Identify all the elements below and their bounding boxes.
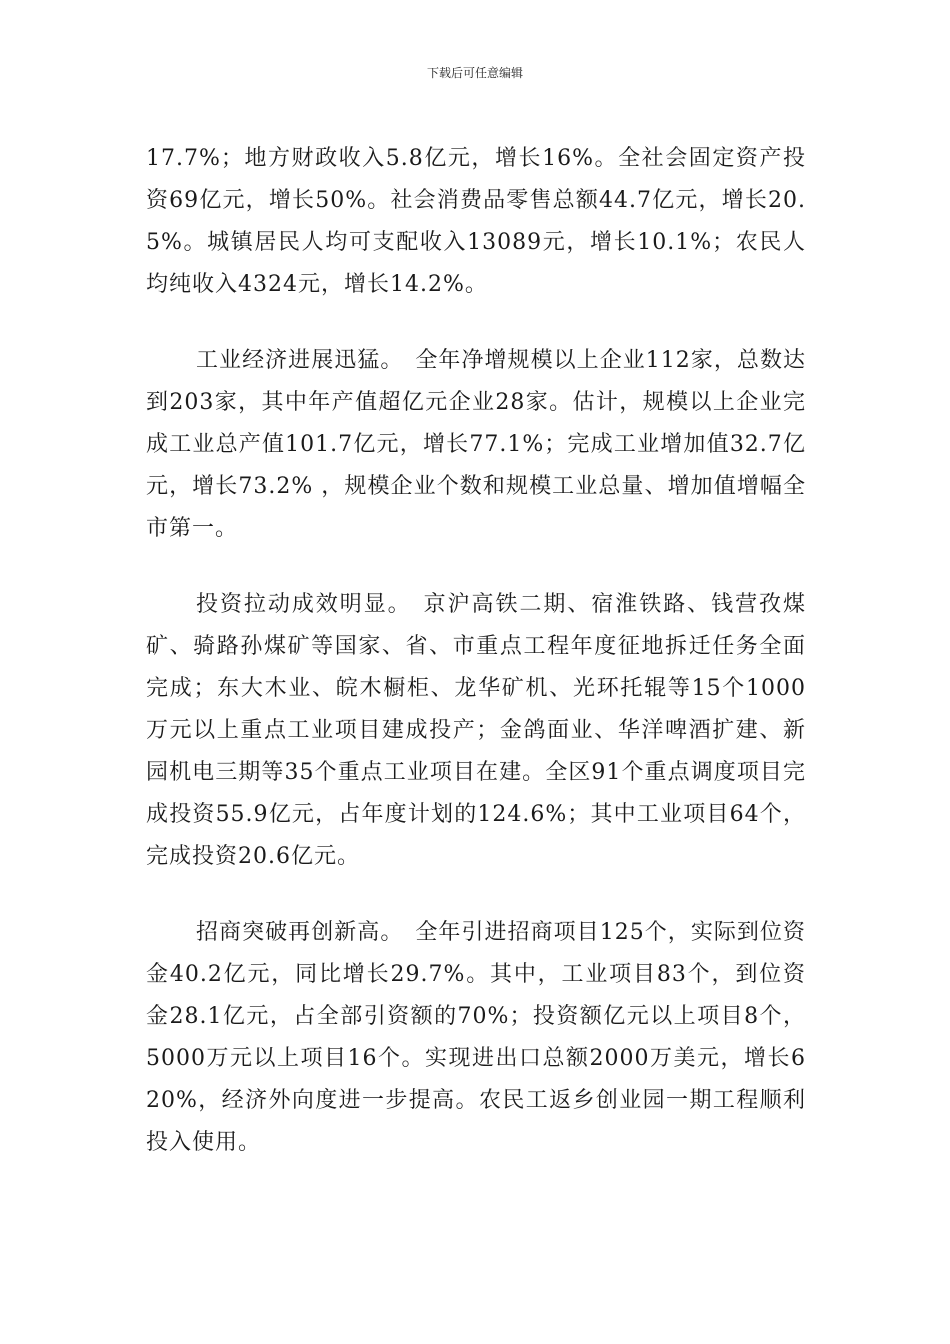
document-body xyxy=(146,138,806,1164)
page-header: 下载后可任意编辑 xyxy=(426,66,523,80)
paragraph-industrial-economy xyxy=(146,340,806,550)
paragraph-text: 京沪高铁二期、宿淮铁路、钱营孜煤矿、骑路孙煤矿等国家、省、市重点工程年度征地拆迁任务全面完成；东大木业、皖木橱柜、龙华矿机、光环托辊等15个1000万元以上重点工业项目建成投产；金鸽面业、华洋啤酒扩建、新园机电三期等35个重点工业项目在建。全区91个重点调度项目完成投资55.9亿元，占年度计划的124.6%；其中工业项目64个，完成投资20.6亿元。 xyxy=(146,592,806,869)
paragraph-heading: 投资拉动成效明显。 xyxy=(196,592,412,617)
paragraph-heading: 工业经济进展迅猛。 xyxy=(196,348,404,373)
paragraph-text: 全年引进招商项目125个，实际到位资金40.2亿元，同比增长29.7%。其中，工业项目83个，到位资金28.1亿元，占全部引资额的70%；投资额亿元以上项目8个，5000万元以上项目16个。实现进出口总额2000万美元，增长620%，经济外向度进一步提高。农民工返乡创业园一期工程顺利投入使用。 xyxy=(146,920,806,1155)
paragraph-text: 全年净增规模以上企业112家，总数达到203家，其中年产值超亿元企业28家。估计，规模以上企业完成工业总产值101.7亿元，增长77.1%；完成工业增加值32.7亿元，增长73.2% ，规模企业个数和规模工业总量、增加值增幅全市第一。 xyxy=(146,348,806,541)
paragraph-investment-attraction xyxy=(146,912,806,1164)
paragraph-investment xyxy=(146,584,806,878)
paragraph-summary-stats xyxy=(146,138,806,306)
paragraph-text: 17.7%；地方财政收入5.8亿元，增长16%。全社会固定资产投资69亿元，增长50%。社会消费品零售总额44.7亿元，增长20.5%。城镇居民人均可支配收入13089元，增长10.1%；农民人均纯收入4324元，增长14.2%。 xyxy=(146,146,806,297)
paragraph-heading: 招商突破再创新高。 xyxy=(196,920,404,945)
